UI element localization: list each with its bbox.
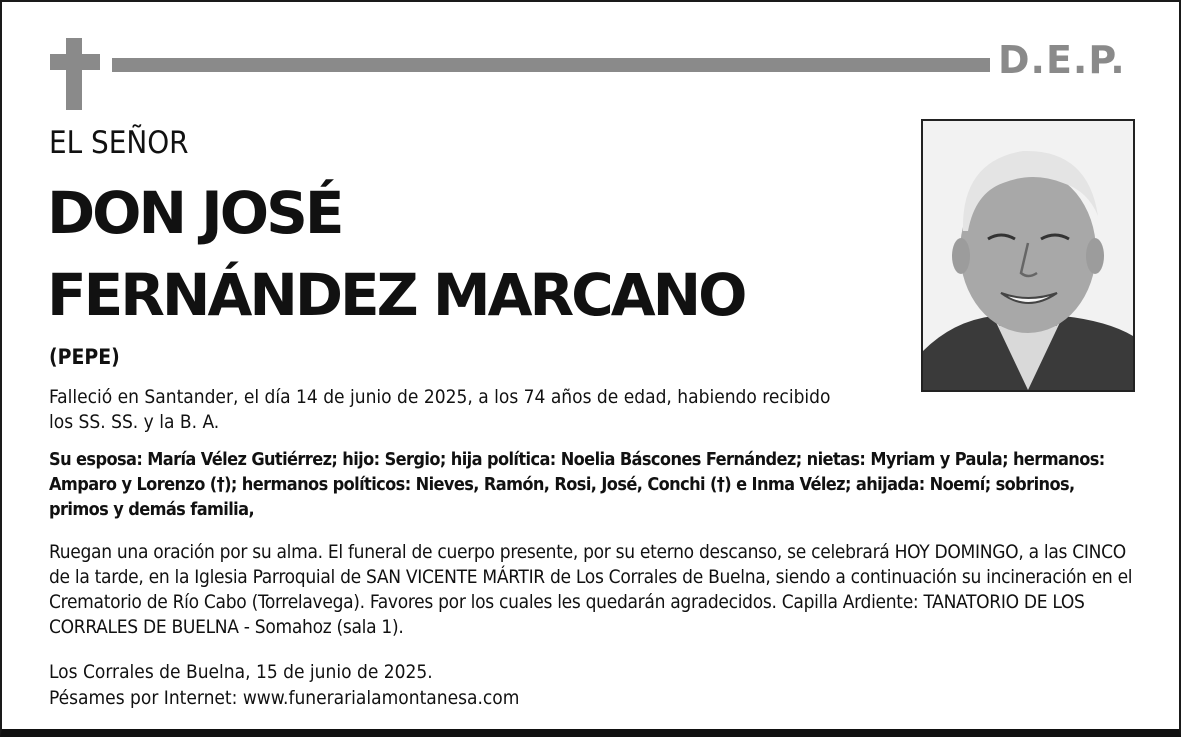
cross-icon-bar: [50, 54, 100, 70]
name-line-2: FERNÁNDEZ MARCANO: [47, 261, 745, 329]
funeral-paragraph: Ruegan una oración por su alma. El funeral de cuerpo presente, por su eterno descanso, se celebrará HOY DOMINGO, a las CINCO de la tarde, en la Iglesia Parroquial de SAN VICENTE MÁRTIR de Los Corrales de Buelna, siendo a continuación su incineración en el Crematorio de Río Cabo (Torrelavega). Favores por los cuales les quedarán agradecidos. Capilla Ardiente: TANATORIO DE LOS CORRALES DE BUELNA - Somahoz (sala 1).: [49, 541, 1133, 638]
title-prefix: EL SEÑOR: [49, 125, 189, 161]
dep-label: D.E.P.: [998, 38, 1126, 82]
death-paragraph: Falleció en Santander, el día 14 de junio de 2025, a los 74 años de edad, habiendo recibido los SS. SS. y la B. A.: [49, 386, 831, 433]
deceased-name: [47, 172, 744, 336]
name-line-1: DON JOSÉ: [47, 179, 342, 247]
condolences-line: Pésames por Internet: www.funerarialamontanesa.com: [49, 687, 520, 709]
nickname: (PEPE): [49, 345, 120, 369]
place-date: Los Corrales de Buelna, 15 de junio de 2025.: [49, 661, 433, 683]
cross-icon: [66, 38, 82, 110]
header-rule: [112, 58, 990, 72]
family-paragraph: Su esposa: María Vélez Gutiérrez; hijo: Sergio; hija política: Noelia Báscones Fernández; nietas: Myriam y Paula; hermanos: Amparo y Lorenzo (†); hermanos políticos: Nieves, Ramón, Rosi, José, Conchi (†) e Inma Vélez; ahijada: Noemí; sobrinos, primos y demás familia,: [49, 449, 1105, 520]
portrait-photo: [921, 119, 1135, 392]
